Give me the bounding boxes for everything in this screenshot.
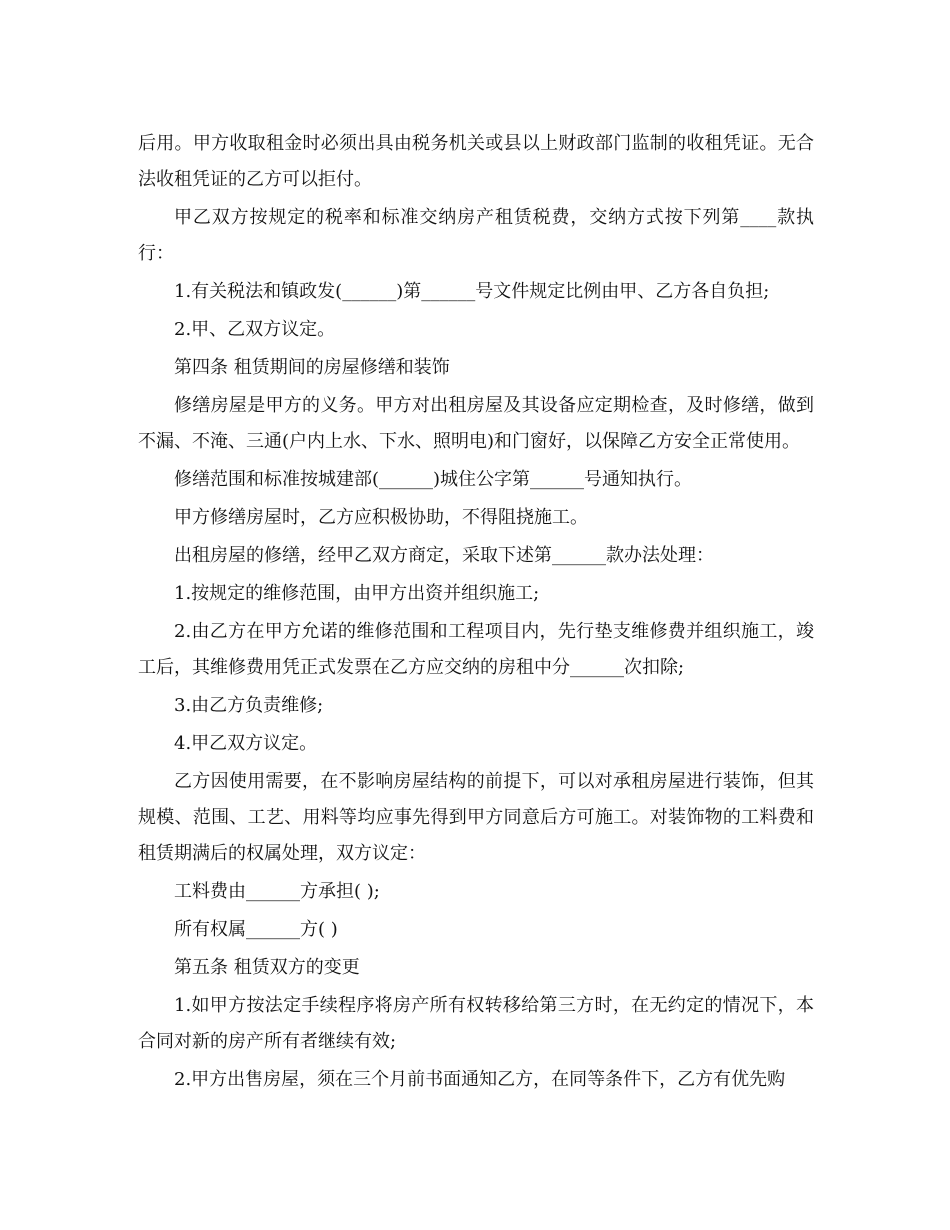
paragraph-material-cost: 工料费由______方承担( );	[174, 881, 380, 902]
paragraph-repair-obligation: 修缮房屋是甲方的义务。甲方对出租房屋及其设备应定期检查，及时修缮，做到不漏、不淹、三通(户内上水、下水、照明电)和门窗好，以保障乙方安全正常使用。	[138, 395, 814, 452]
section-heading-article-5: 第五条 租赁双方的变更	[174, 957, 360, 978]
section-heading-article-4: 第四条 租赁期间的房屋修缮和装饰	[174, 357, 450, 378]
paragraph-repair-option-2: 2.由乙方在甲方允诺的维修范围和工程项目内，先行垫支维修费并组织施工，竣工后，其维修费用凭正式发票在乙方应交纳的房租中分______次扣除;	[138, 621, 814, 678]
paragraph-repair-cooperation: 甲方修缮房屋时，乙方应积极协助，不得阻挠施工。	[174, 507, 588, 528]
paragraph-tax-option-2: 2.甲、乙双方议定。	[174, 319, 336, 340]
paragraph-ownership: 所有权属______方( )	[174, 919, 338, 940]
paragraph-repair-option-1: 1.按规定的维修范围，由甲方出资并组织施工;	[174, 583, 540, 604]
paragraph-tax-payment: 甲乙双方按规定的税率和标准交纳房产租赁税费，交纳方式按下列第____款执行：	[138, 207, 814, 264]
paragraph-repair-option-3: 3.由乙方负责维修;	[174, 695, 324, 716]
paragraph-repair-method: 出租房屋的修缮，经甲乙双方商定，采取下述第______款办法处理：	[174, 545, 714, 566]
paragraph-change-option-2: 2.甲方出售房屋，须在三个月前书面通知乙方，在同等条件下，乙方有优先购	[174, 1069, 786, 1090]
paragraph-decoration: 乙方因使用需要，在不影响房屋结构的前提下，可以对承租房屋进行装饰，但其规模、范围、工艺、用料等均应事先得到甲方同意后方可施工。对装饰物的工料费和租赁期满后的权属处理，双方议定：	[138, 771, 814, 864]
document-page	[138, 126, 814, 1100]
paragraph-change-option-1: 1.如甲方按法定手续程序将房产所有权转移给第三方时，在无约定的情况下，本合同对新的房产所有者继续有效;	[138, 995, 814, 1052]
paragraph-rent-receipt: 后用。甲方收取租金时必须出具由税务机关或县以上财政部门监制的收租凭证。无合法收租凭证的乙方可以拒付。	[138, 133, 814, 190]
paragraph-tax-option-1: 1.有关税法和镇政发(______)第______号文件规定比例由甲、乙方各自负担;	[174, 281, 770, 302]
paragraph-repair-option-4: 4.甲乙双方议定。	[174, 733, 318, 754]
paragraph-repair-scope: 修缮范围和标准按城建部(______)城住公字第______号通知执行。	[174, 469, 693, 490]
